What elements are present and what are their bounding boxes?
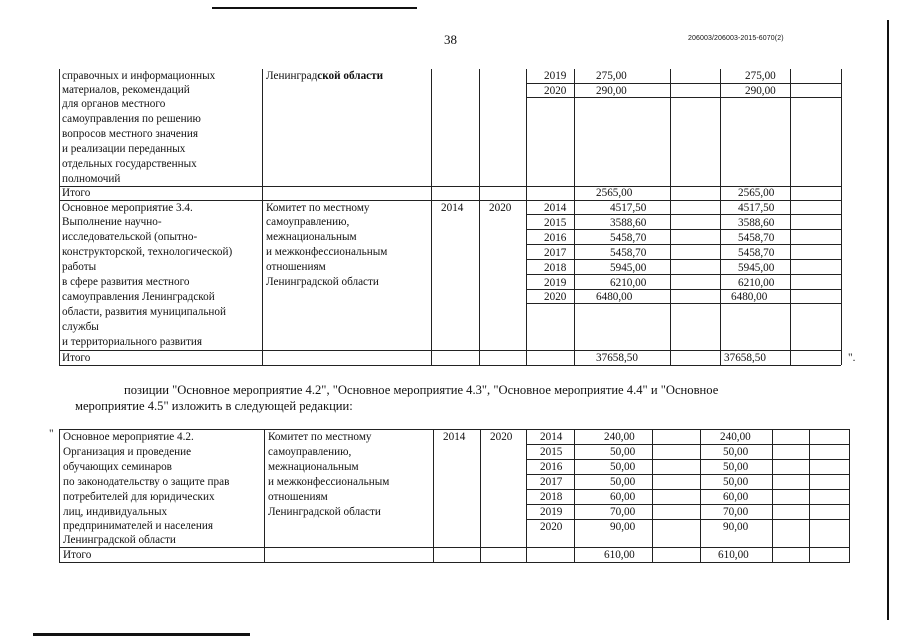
local-budget-cell: 6210,00 [738,277,775,289]
table-1-border [574,69,575,365]
table-1-border [720,69,721,365]
measure-name-line: самоуправления Ленинградской [62,291,215,303]
total-cell: 5945,00 [610,262,647,274]
total-cell: 50,00 [610,461,636,473]
table-1-border [526,97,841,98]
executor-name-line: отношениям [268,491,328,503]
local-budget-cell: 5458,70 [738,232,775,244]
paragraph-line: мероприятие 4.5" изложить в следующей редакции: [75,399,353,413]
executor-name-line: Ленинградской области [268,506,381,518]
table-2-border [526,519,849,520]
total-cell: 60,00 [610,491,636,503]
measure-name-line: конструкторской, технологической) [62,246,233,258]
table-1-border [479,69,480,365]
paragraph-line: позиции "Основное мероприятие 4.2", "Основное мероприятие 4.3", "Основное мероприятие 4.4" и "Основное [124,383,719,397]
year-cell: 2019 [544,277,567,289]
table-1-border [59,186,841,187]
year-cell: 2020 [544,85,567,97]
total-cell: 275,00 [596,70,627,82]
total-cell: 5458,70 [610,247,647,259]
measure-name-line: вопросов местного значения [62,128,198,140]
start-year: 2014 [443,431,466,443]
itogo-label: Итого [62,187,91,199]
table-1-border [526,289,841,290]
measure-name-line: службы [62,321,99,333]
measure-name-line: Организация и проведение [63,446,192,458]
executor-name-line: самоуправлению, [268,446,352,458]
measure-name-line: Основное мероприятие 3.4. [62,202,193,214]
local-budget-cell: 50,00 [723,461,749,473]
year-cell: 2017 [544,247,567,259]
total-cell: 3588,60 [610,217,647,229]
measure-name-line: отдельных государственных [62,158,197,170]
local-budget-cell: 70,00 [723,506,749,518]
measure-name-line: полномочий [62,173,121,185]
total-cell: 70,00 [610,506,636,518]
executor-name-line: межнациональным [268,461,359,473]
executor-name-line: и межконфессиональным [268,476,390,488]
total-cell: 290,00 [596,85,627,97]
total-cell: 50,00 [610,446,636,458]
measure-name-line: исследовательской (опытно- [62,231,198,243]
table-2-border [59,429,60,563]
measure-name-line: для органов местного [62,98,166,110]
executor-name-bold: ской области [317,70,384,82]
table-1-border [790,69,791,365]
table-1-border [526,274,841,275]
itogo-total: 37658,50 [596,352,638,364]
executor-name-prefix: Ленинград [266,70,318,82]
end-year: 2020 [489,202,512,214]
measure-name-line: в сфере развития местного [62,276,190,288]
table-1-border [262,69,263,365]
year-cell: 2014 [544,202,567,214]
table-2-border [480,429,481,563]
executor-name-line: самоуправлению, [266,216,350,228]
year-cell: 2015 [544,217,567,229]
table-2-border [526,444,849,445]
year-cell: 2018 [540,491,563,503]
measure-name-line: области, развития муниципальной [62,306,226,318]
scan-edge-bottom [33,633,250,636]
end-year: 2020 [490,431,513,443]
measure-name-line: Выполнение научно- [62,216,162,228]
year-cell: 2020 [544,291,567,303]
total-cell: 50,00 [610,476,636,488]
itogo-local: 37658,50 [724,352,766,364]
year-cell: 2019 [540,506,563,518]
local-budget-cell: 3588,60 [738,217,775,229]
table-2-border [526,504,849,505]
itogo-total: 610,00 [604,549,635,561]
itogo-total: 2565,00 [596,187,633,199]
table-2-border [809,429,810,563]
total-cell: 90,00 [610,521,636,533]
table-1-border [526,244,841,245]
table-2-border [652,429,653,563]
table-1-border [526,259,841,260]
local-budget-cell: 90,00 [723,521,749,533]
year-cell: 2014 [540,431,563,443]
year-cell: 2020 [540,521,563,533]
scan-edge-top [212,7,417,9]
table-1-border [526,83,841,84]
local-budget-cell: 5458,70 [738,247,775,259]
table-2-border [433,429,434,563]
itogo-local: 2565,00 [738,187,775,199]
table-1-border [59,69,60,365]
executor-name-line: и межконфессиональным [266,246,388,258]
local-budget-cell: 5945,00 [738,262,775,274]
table-2-border [526,459,849,460]
table-1-border [670,69,671,365]
measure-name-line: Основное мероприятие 4.2. [63,431,194,443]
measure-name-line: по законодательству о защите прав [63,476,230,488]
executor-name-line: Комитет по местному [266,202,370,214]
measure-name-line: лиц, индивидуальных [63,506,168,518]
table-1-border [841,69,842,365]
table-2-border [574,429,575,563]
total-cell: 6480,00 [596,291,633,303]
table-2-border [526,429,527,563]
measure-name-line: и реализации переданных [62,143,186,155]
executor-name [266,69,383,83]
executor-name-line: отношениям [266,261,326,273]
table-1-border [526,229,841,230]
itogo-local: 610,00 [718,549,749,561]
table-2-border [772,429,773,563]
year-cell: 2015 [540,446,563,458]
year-cell: 2016 [540,461,563,473]
scan-edge-right [887,20,889,620]
table-1-border [526,69,527,365]
total-cell: 4517,50 [610,202,647,214]
table-2-border [700,429,701,563]
measure-name-line: материалов, рекомендаций [62,84,190,96]
local-budget-cell: 275,00 [745,70,776,82]
table-2-border [849,429,850,563]
table-1-border [59,365,841,366]
measure-name-line: справочных и информационных [62,70,216,82]
local-budget-cell: 290,00 [745,85,776,97]
local-budget-cell: 240,00 [720,431,751,443]
year-cell: 2018 [544,262,567,274]
measure-name-line: потребителей для юридических [63,491,215,503]
opening-quote: " [49,428,54,440]
measure-name-line: и территориального развития [62,336,203,348]
itogo-label: Итого [63,549,92,561]
measure-name-line: обучающих семинаров [63,461,172,473]
total-cell: 5458,70 [610,232,647,244]
total-cell: 6210,00 [610,277,647,289]
year-cell: 2019 [544,70,567,82]
local-budget-cell: 50,00 [723,476,749,488]
table-1-border [431,69,432,365]
local-budget-cell: 4517,50 [738,202,775,214]
local-budget-cell: 50,00 [723,446,749,458]
year-cell: 2016 [544,232,567,244]
table-2-border [59,562,849,563]
table-2-border [526,489,849,490]
year-cell: 2017 [540,476,563,488]
table-1-border [526,214,841,215]
measure-name-line: предпринимателей и населения [63,520,213,532]
document-id: 206003/206003-2015-6070(2) [688,35,784,42]
measure-name-line: работы [62,261,97,273]
closing-quote: ". [848,352,856,364]
measure-name-line: самоуправления по решению [62,113,201,125]
local-budget-cell: 60,00 [723,491,749,503]
total-cell: 240,00 [604,431,635,443]
table-1-border [526,303,841,304]
itogo-label: Итого [62,352,91,364]
start-year: 2014 [441,202,464,214]
page-number: 38 [444,32,457,47]
local-budget-cell: 6480,00 [731,291,768,303]
executor-name-line: Комитет по местному [268,431,372,443]
measure-name-line: Ленинградской области [63,534,176,546]
table-2-border [526,474,849,475]
table-2-border [264,429,265,563]
executor-name-line: межнациональным [266,231,357,243]
executor-name-line: Ленинградской области [266,276,379,288]
